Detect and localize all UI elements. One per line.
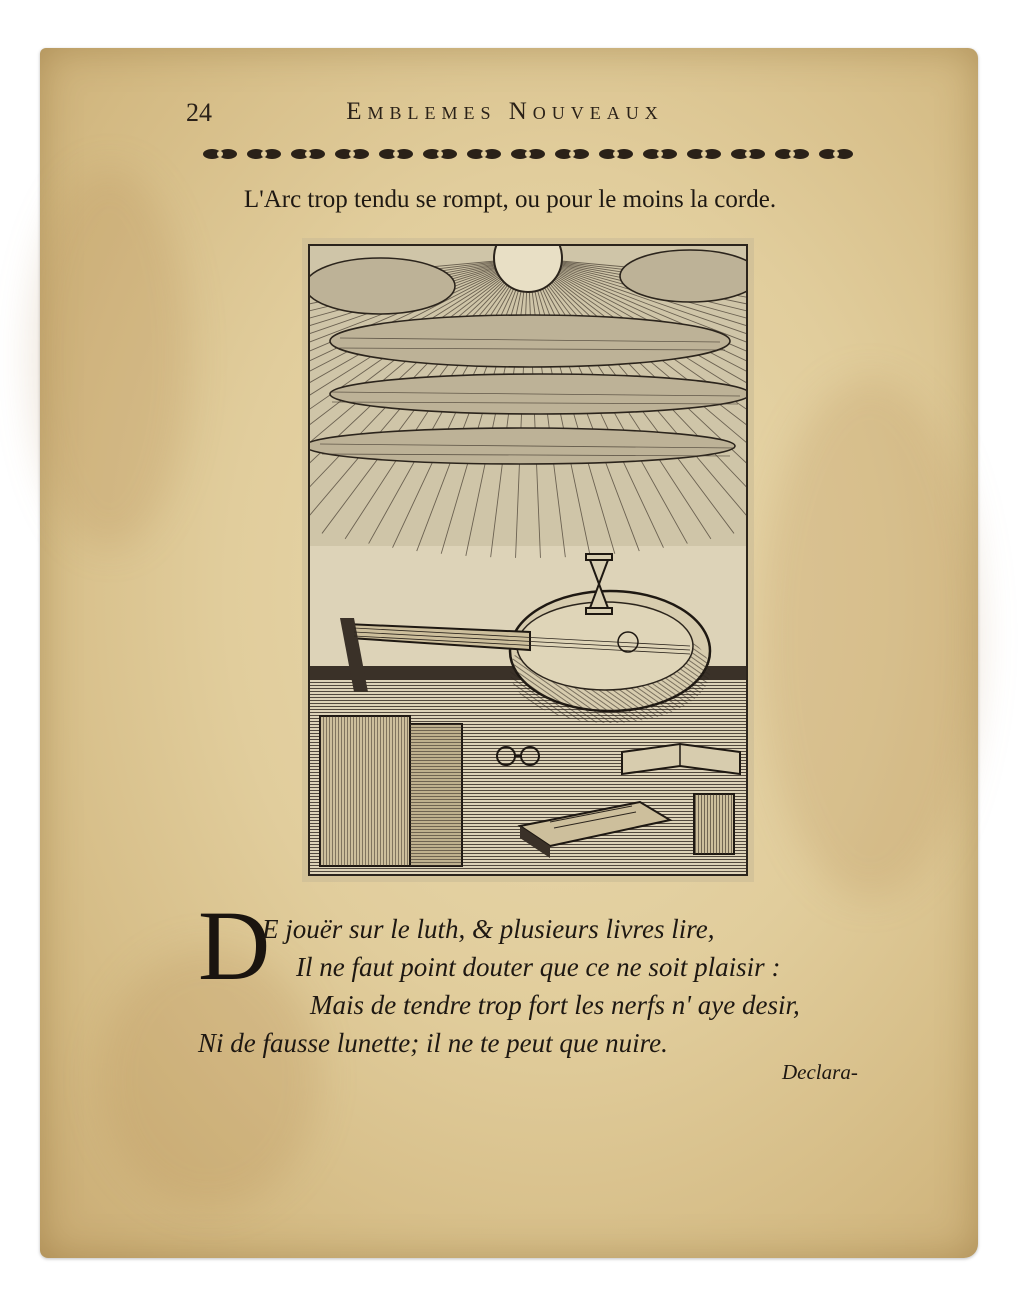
ornament-fleuron-icon [291,149,325,159]
engraving-lute-hourglass-books-icon [310,246,746,874]
verse-line-4: Ni de fausse lunette; il ne te peut que nuire. [198,1028,668,1058]
ornament-fleuron-icon [599,149,633,159]
verse-line-3: Mais de tendre trop fort les nerfs n' aye desir, [310,990,800,1020]
catchword: Declara- [782,1060,858,1084]
engraving-illustration [308,244,748,876]
paper-stain [30,168,190,548]
ornament-fleuron-icon [643,149,677,159]
running-head: Emblemes Nouveaux [346,98,664,125]
emblem-motto: L'Arc trop tendu se rompt, ou pour le moins la corde. [243,186,777,213]
book-page [40,48,978,1258]
ornament-fleuron-icon [819,149,853,159]
ornament-fleuron-icon [423,149,457,159]
ornament-fleuron-icon [379,149,413,159]
ornament-fleuron-icon [687,149,721,159]
page-number: 24 [186,98,212,127]
ornament-fleuron-icon [247,149,281,159]
paper-stain [760,378,980,898]
ornament-fleuron-icon [731,149,765,159]
ornament-fleuron-icon [511,149,545,159]
ornament-fleuron-icon [555,149,589,159]
drop-cap: D [198,890,271,1001]
ornament-fleuron-icon [775,149,809,159]
ornament-fleuron-icon [203,149,237,159]
ornament-fleuron-icon [467,149,501,159]
ornament-fleuron-icon [335,149,369,159]
verse-line-1: E jouër sur le luth, & plusieurs livres lire, [262,914,715,944]
ornamental-rule-icon [198,144,858,164]
verse-line-2: Il ne faut point douter que ce ne soit plaisir : [296,952,781,982]
